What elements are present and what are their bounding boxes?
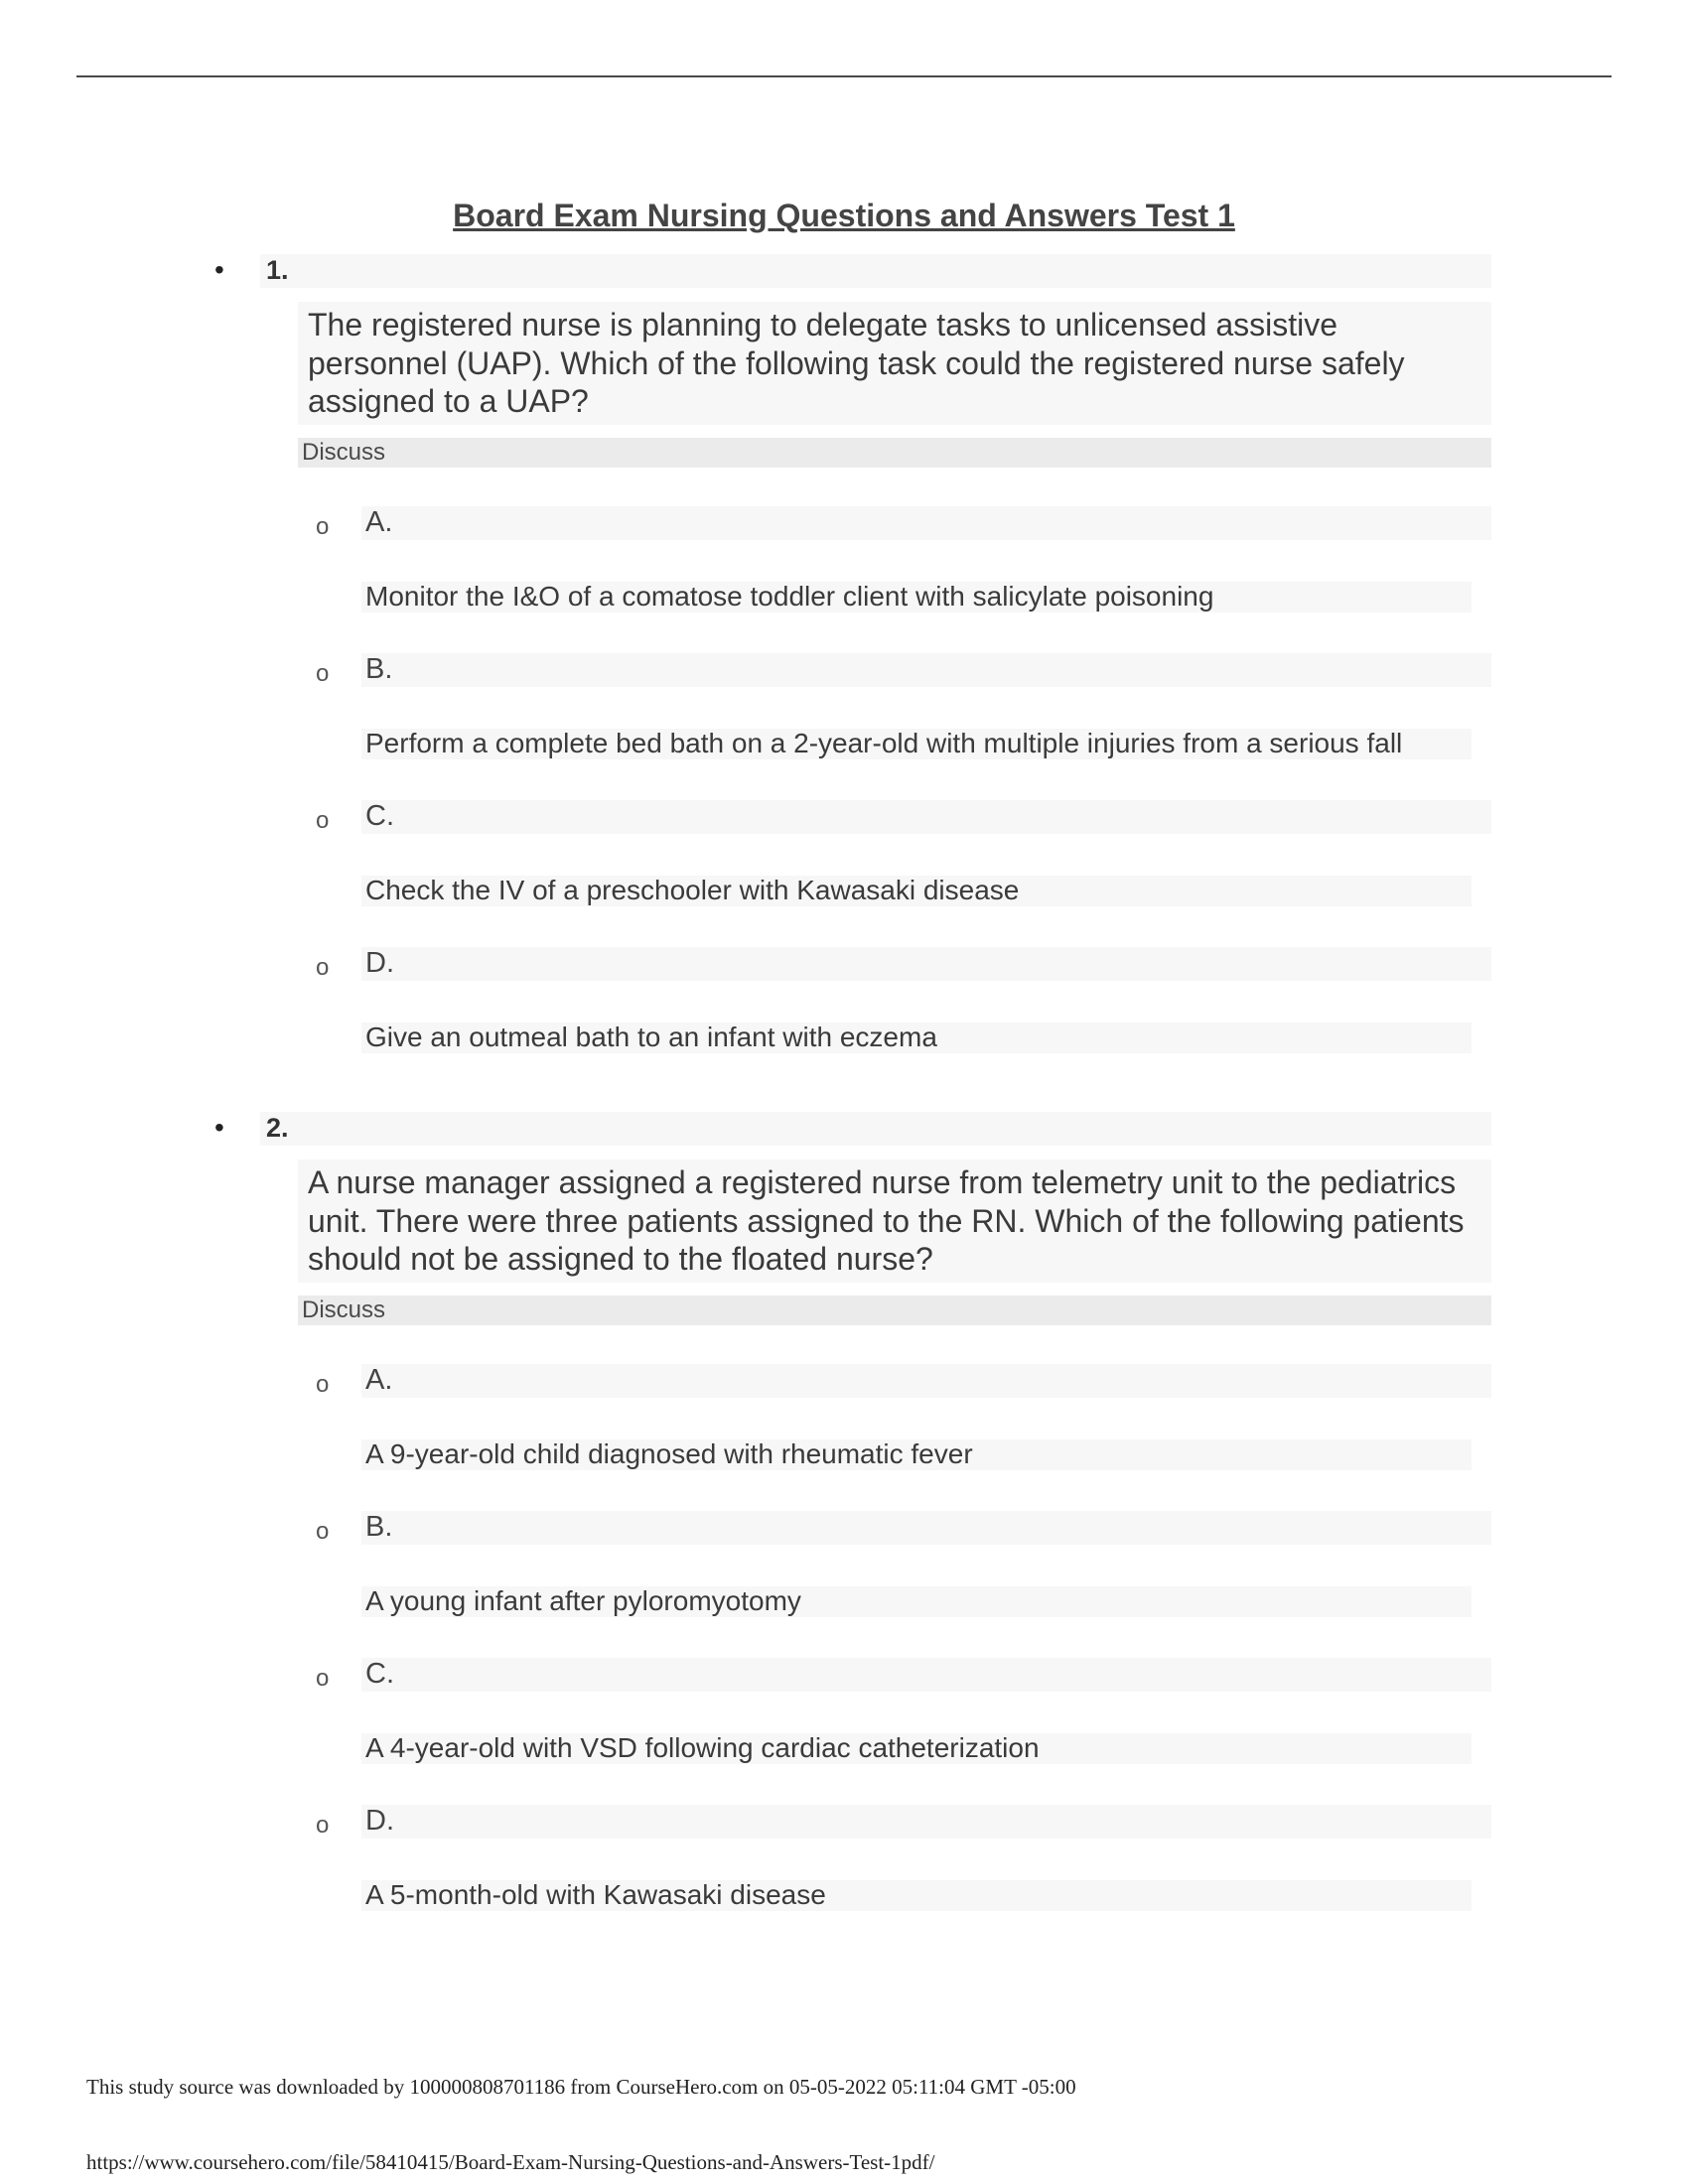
question-number-bar [260, 1112, 1491, 1146]
question-number: 2. [266, 1113, 289, 1143]
question-bullet: • [214, 1112, 224, 1143]
top-rule [76, 75, 1612, 77]
option-text: A 9-year-old child diagnosed with rheumatic fever [365, 1438, 973, 1469]
option-letter-bar [361, 1364, 1491, 1398]
option-text: Give an outmeal bath to an infant with eczema [365, 1022, 937, 1052]
option-letter: A. [365, 1364, 393, 1396]
option-text: A 4-year-old with VSD following cardiac catheterization [365, 1732, 1040, 1763]
option-bullet: o [316, 1371, 330, 1398]
option-text: A 5-month-old with Kawasaki disease [365, 1879, 826, 1910]
option-bullet: o [316, 807, 330, 834]
option-letter-bar [361, 800, 1491, 834]
option-letter: C. [365, 800, 394, 832]
option-letter-bar [361, 653, 1491, 687]
option-bullet: o [316, 513, 330, 540]
question-number: 1. [266, 255, 289, 285]
option-letter: A. [365, 506, 393, 538]
option-letter-bar [361, 1511, 1491, 1545]
option-letter: B. [365, 1511, 393, 1543]
option-text: Monitor the I&O of a comatose toddler client with salicylate poisoning [365, 581, 1214, 612]
option-letter: B. [365, 653, 393, 685]
option-bullet: o [316, 954, 330, 981]
download-notice: This study source was downloaded by 100000808701186 from CourseHero.com on 05-05-2022 05:11:04 GMT -05:00 [86, 2075, 1076, 2099]
option-bullet: o [316, 660, 330, 687]
discuss-link[interactable]: Discuss [298, 1296, 1491, 1325]
option-text: A young infant after pyloromyotomy [365, 1585, 801, 1616]
option-letter-bar [361, 1805, 1491, 1839]
question-number-bar [260, 254, 1491, 288]
question-text: A nurse manager assigned a registered nurse from telemetry unit to the pediatrics unit. There were three patients assigned to the RN. Which of the following patients should not be assigned to the floated nurse? [298, 1160, 1491, 1283]
option-bullet: o [316, 1518, 330, 1545]
discuss-link[interactable]: Discuss [298, 438, 1491, 468]
document-title: Board Exam Nursing Questions and Answers Test 1 [453, 198, 1235, 233]
option-bullet: o [316, 1812, 330, 1839]
question-bullet: • [214, 254, 224, 285]
source-url[interactable]: https://www.coursehero.com/file/58410415/Board-Exam-Nursing-Questions-and-Answers-Test-1pdf/ [86, 2150, 935, 2174]
option-text: Check the IV of a preschooler with Kawasaki disease [365, 875, 1020, 905]
option-letter-bar [361, 506, 1491, 540]
option-letter: D. [365, 1805, 394, 1837]
option-bullet: o [316, 1665, 330, 1692]
option-letter-bar [361, 947, 1491, 981]
option-letter: D. [365, 947, 394, 979]
option-letter-bar [361, 1658, 1491, 1692]
question-text: The registered nurse is planning to delegate tasks to unlicensed assistive personnel (UAP). Which of the following task could the registered nurse safely assigned to a UAP? [298, 302, 1491, 425]
option-text: Perform a complete bed bath on a 2-year-old with multiple injuries from a serious fall [365, 728, 1403, 758]
option-letter: C. [365, 1658, 394, 1690]
